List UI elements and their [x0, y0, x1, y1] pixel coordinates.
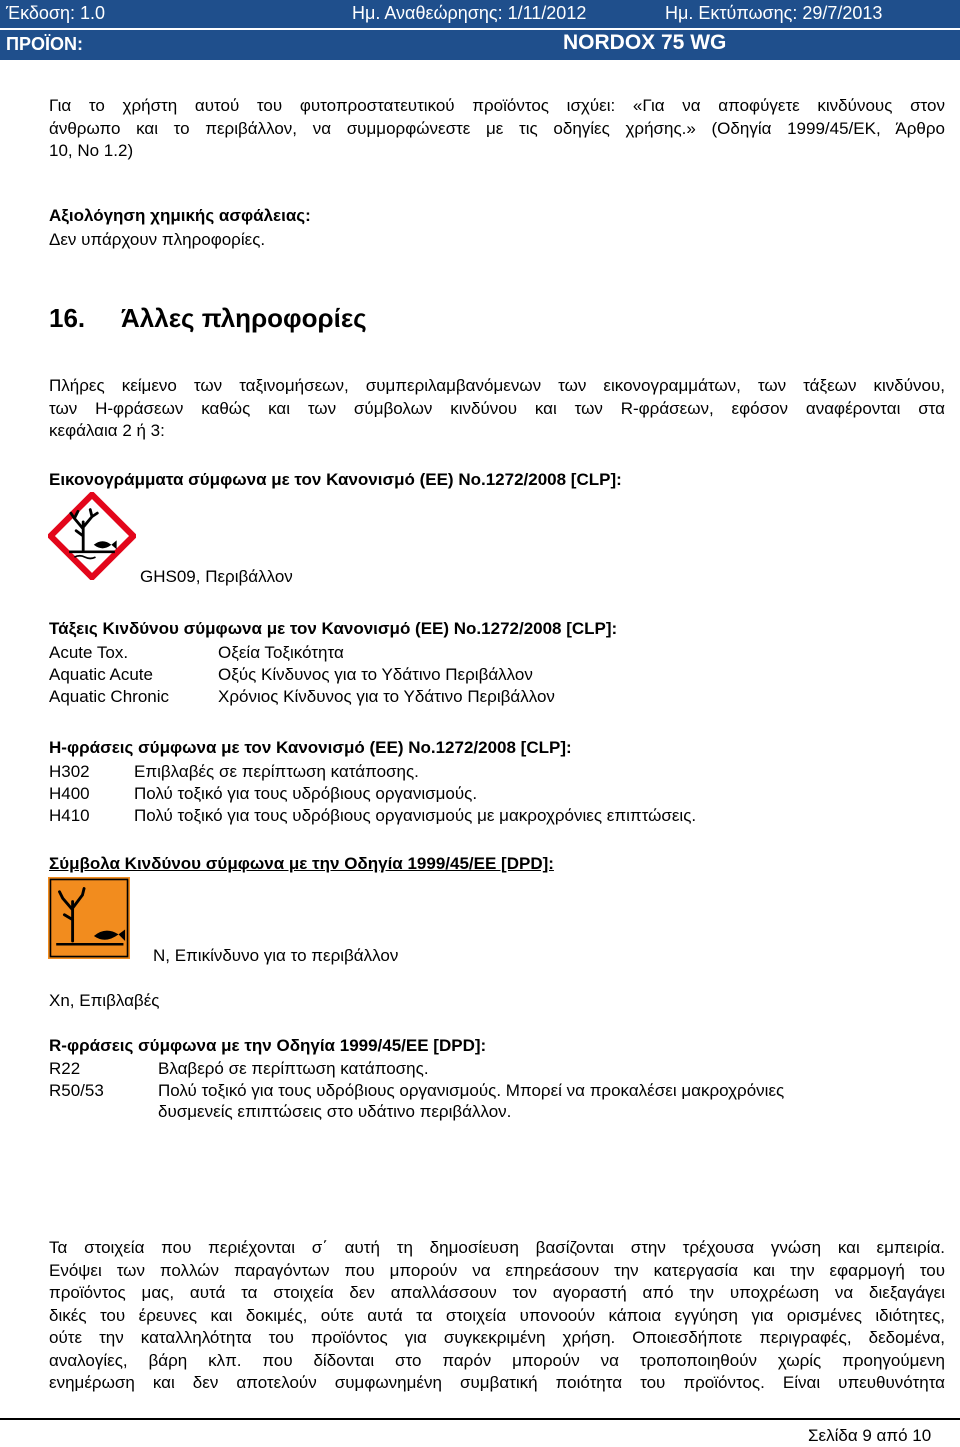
- hazard-class-text: Χρόνιος Κίνδυνος για το Υδάτινο Περιβάλλον: [218, 687, 555, 706]
- ghs09-environment-icon: [48, 492, 136, 580]
- r-phrase-text: Βλαβερό σε περίπτωση κατάποσης.: [158, 1059, 429, 1078]
- page-number: Σελίδα 9 από 10: [808, 1426, 932, 1445]
- disclaimer-line: ενημέρωση και δεν αποτελούν συμφωνημένη συμβατική ποιότητα του προϊόντος. Είναι υπευθυνότητα: [49, 1373, 945, 1392]
- product-label: ΠΡΟΪΟΝ:: [6, 34, 84, 54]
- footer-rule: [0, 1418, 960, 1420]
- disclaimer-line: Ενόψει των πολλών παραγόντων που μπορούν να επηρεάσουν την κατεργασία και την εφαρμογή του: [49, 1260, 945, 1280]
- hazard-class-text: Οξεία Τοξικότητα: [218, 643, 344, 662]
- r-phrase-code: R50/53: [49, 1081, 104, 1100]
- dpd-caption-xn: Xn, Επιβλαβές: [49, 991, 160, 1010]
- print-date: Ημ. Εκτύπωσης: 29/7/2013: [665, 3, 883, 23]
- r-phrase-code: R22: [49, 1059, 81, 1078]
- header-bar-product: [0, 28, 960, 60]
- chem-safety-heading: Αξιολόγηση χημικής ασφάλειας:: [49, 206, 311, 225]
- revision-date: Ημ. Αναθεώρησης: 1/11/2012: [352, 3, 587, 23]
- full-text-line: κεφάλαια 2 ή 3:: [49, 421, 165, 440]
- full-text-line: των Η-φράσεων καθώς και των σύμβολων κινδύνου και των R-φράσεων, εφόσον αναφέρονται στα: [49, 398, 945, 418]
- full-text-line: Πλήρες κείμενο των ταξινομήσεων, συμπεριλαμβανόμενων των εικονογραμμάτων, των τάξεων κινδύνου,: [49, 376, 945, 395]
- disclaimer-line: αναλογίες, βάρη κλπ. που δίδονται στο παρόν μπορούν να τροποποιηθούν χωρίς προηγούμενη: [49, 1350, 945, 1370]
- hazard-class-text: Οξύς Κίνδυνος για το Υδάτινο Περιβάλλον: [218, 665, 533, 684]
- h-phrase-text: Πολύ τοξικό για τους υδρόβιους οργανισμούς.: [134, 784, 478, 803]
- hazard-class-code: Aquatic Acute: [49, 665, 153, 684]
- disclaimer-line: προϊόντος μας, αυτά τα στοιχεία δεν απαλλάσσουν τον αγοραστή από την υποχρέωση να διεξαγάγει: [49, 1283, 945, 1302]
- intro-line: Για το χρήστη αυτού του φυτοπροστατευτικού προϊόντος ισχύει: «Για να αποφύγετε κινδύνους στον: [49, 96, 945, 115]
- full-text-paragraph: [49, 375, 945, 443]
- h-phrase-code: H410: [49, 806, 90, 825]
- hazard-class-code: Aquatic Chronic: [49, 687, 170, 706]
- r-phrase-text: Πολύ τοξικό για τους υδρόβιους οργανισμούς. Μπορεί να προκαλέσει μακροχρόνιες: [158, 1081, 785, 1100]
- intro-paragraph: [49, 95, 945, 163]
- disclaimer-line: ούτε την καταλληλότητα του προϊόντος για συγκεκριμένη χρήση. Οποιεσδήποτε περιγραφές, δεδομένα,: [49, 1328, 945, 1347]
- dpd-n-environment-icon: [48, 877, 130, 959]
- hazard-class-code: Acute Tox.: [49, 643, 129, 662]
- h-phrase-text: Πολύ τοξικό για τους υδρόβιους οργανισμούς με μακροχρόνιες επιπτώσεις.: [134, 806, 697, 825]
- product-name: NORDOX 75 WG: [563, 31, 727, 54]
- r-phrases-heading: R-φράσεις σύμφωνα με την Οδηγία 1999/45/ΕΕ [DPD]:: [49, 1036, 487, 1055]
- ghs-caption: GHS09, Περιβάλλον: [140, 567, 293, 586]
- intro-line: 10, Νο 1.2): [49, 141, 134, 160]
- chem-safety-text: Δεν υπάρχουν πληροφορίες.: [49, 230, 266, 249]
- disclaimer-paragraph: [49, 1237, 945, 1395]
- h-phrase-code: H302: [49, 762, 90, 781]
- section-number: 16.: [49, 303, 86, 333]
- section-16-title: [49, 302, 367, 334]
- section-title: Άλλες πληροφορίες: [121, 303, 367, 333]
- hazard-classes-heading: Τάξεις Κινδύνου σύμφωνα με τον Κανονισμό (ΕΕ) Νο.1272/2008 [CLP]:: [49, 619, 618, 638]
- intro-line: άνθρωπο και το περιβάλλον, να συμμορφώνεστε με τις οδηγίες χρήσης.» (Οδηγία 1999/45/ΕΚ, Άρθρο: [49, 118, 945, 138]
- disclaimer-line: Τα στοιχεία που περιέχονται σ΄ αυτή τη δημοσίευση βασίζονται στην τρέχουσα γνώση και εμπειρία.: [49, 1238, 945, 1257]
- h-phrases-heading: Η-φράσεις σύμφωνα με τον Κανονισμό (ΕΕ) Νο.1272/2008 [CLP]:: [49, 738, 572, 757]
- header-bar-top: [0, 0, 960, 28]
- dpd-caption-n: N, Επικίνδυνο για το περιβάλλον: [153, 946, 399, 965]
- r-phrase-text: δυσμενείς επιπτώσεις στο υδάτινο περιβάλλον.: [158, 1102, 512, 1121]
- disclaimer-line: δικές του έρευνες και δοκιμές, ούτε αυτά τα στοιχεία υπονοούν κάποια εγγύηση για ορισμένες ιδιότητες,: [49, 1305, 945, 1325]
- pictograms-heading: Εικονογράμματα σύμφωνα με τον Κανονισμό (ΕΕ) Νο.1272/2008 [CLP]:: [49, 470, 622, 489]
- edition-label: Έκδοση: 1.0: [6, 3, 106, 23]
- dpd-symbols-heading: Σύμβολα Κινδύνου σύμφωνα με την Οδηγία 1999/45/ΕΕ [DPD]:: [49, 854, 554, 873]
- h-phrase-code: H400: [49, 784, 90, 803]
- h-phrase-text: Επιβλαβές σε περίπτωση κατάποσης.: [134, 762, 419, 781]
